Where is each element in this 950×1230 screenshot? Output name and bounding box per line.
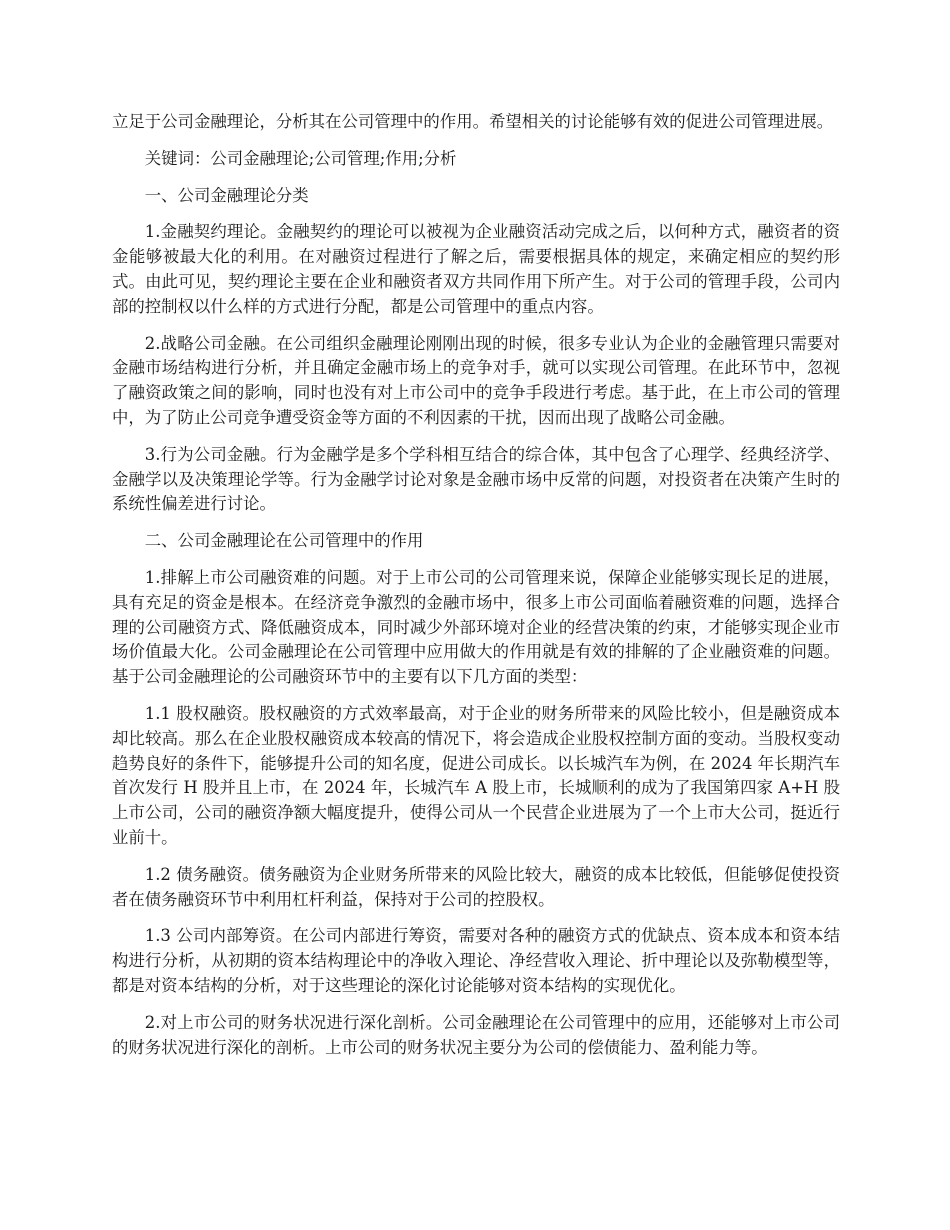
paragraph-intro-tail: 立足于公司金融理论，分析其在公司管理中的作用。希望相关的讨论能够有效的促进公司管理进展。 — [112, 112, 834, 131]
section-heading-2: 二、公司金融理论在公司管理中的作用 — [144, 531, 424, 551]
paragraph-financial-analysis: 2.对上市公司的财务状况进行深化剖析。公司金融理论在公司管理中的应用，还能够对上市公司的财务状况进行深化的剖析。上市公司的财务状况主要分为公司的偿债能力、盈利能力等。 — [112, 1012, 840, 1057]
paragraph-financing-difficulty: 1.排解上市公司融资难的问题。对于上市公司的公司管理来说，保障企业能够实现长足的进展，具有充足的资金是根本。在经济竞争激烈的金融市场中，很多上市公司面临着融资难的问题，选择合理的公司融资方式、降低融资成本，同时减少外部环境对企业的经营决策的约束，才能够实现企业市场价值最大化。公司金融理论在公司管理中应用做大的作用就是有效的排解的了企业融资难的问题。基于公司金融理论的公司融资环节中的主要有以下几方面的类型： — [112, 567, 840, 687]
document-body — [112, 110, 840, 1072]
paragraph-strategic-corporate-finance: 2.战略公司金融。在公司组织金融理论刚刚出现的时候，很多专业认为企业的金融管理只需要对金融市场结构进行分析，并且确定金融市场上的竞争对手，就可以实现公司管理。在此环节中，忽视了融资政策之间的影响，同时也没有对上市公司中的竞争手段进行考虑。基于此，在上市公司的管理中，为了防止公司竞争遭受资金等方面的不利因素的干扰，因而出现了战略公司金融。 — [112, 333, 840, 427]
section-heading-1: 一、公司金融理论分类 — [144, 185, 309, 205]
paragraph-debt-financing: 1.2 债务融资。债务融资为企业财务所带来的风险比较大，融资的成本比较低，但能够促使投资者在债务融资环节中利用杠杆利益，保持对于公司的控股权。 — [112, 864, 840, 909]
paragraph-financial-contract-theory: 1.金融契约理论。金融契约的理论可以被视为企业融资活动完成之后，以何种方式，融资者的资金能够被最大化的利用。在对融资过程进行了解之后，需要根据具体的规定，来确定相应的契约形式。由此可见，契约理论主要在企业和融资者双方共同作用下所产生。对于公司的管理手段，公司内部的控制权以什么样的方式进行分配，都是公司管理中的重点内容。 — [112, 222, 840, 316]
paragraph-internal-financing: 1.3 公司内部筹资。在公司内部进行筹资，需要对各种的融资方式的优缺点、资本成本和资本结构进行分析，从初期的资本结构理论中的净收入理论、净经营收入理论、折中理论以及弥勒模型等，都是对资本结构的分析，对于这些理论的深化讨论能够对资本结构的实现优化。 — [112, 926, 840, 995]
paragraph-equity-financing: 1.1 股权融资。股权融资的方式效率最高，对于企业的财务所带来的风险比较小，但是融资成本却比较高。那么在企业股权融资成本较高的情况下，将会造成企业股权控制方面的变动。当股权变动趋势良好的条件下，能够提升公司的知名度，促进公司成长。以长城汽车为例，在 2024 年长期汽车首次发行 H 股并且上市，在 2024 年，长城汽车 A 股上市，长城顺利的成为了我国第四家 A+H 股上市公司，公司的融资净额大幅度提升，使得公司从一个民营企业进展为了一个上市大公司，挺近行业前十。 — [112, 703, 840, 847]
paragraph-behavioral-corporate-finance: 3.行为公司金融。行为金融学是多个学科相互结合的综合体，其中包含了心理学、经典经济学、金融学以及决策理论学等。行为金融学讨论对象是金融市场中反常的问题，对投资者在决策产生时的系统性偏差进行讨论。 — [112, 444, 840, 514]
keywords-line: 关键词：公司金融理论;公司管理;作用;分析 — [144, 148, 457, 168]
